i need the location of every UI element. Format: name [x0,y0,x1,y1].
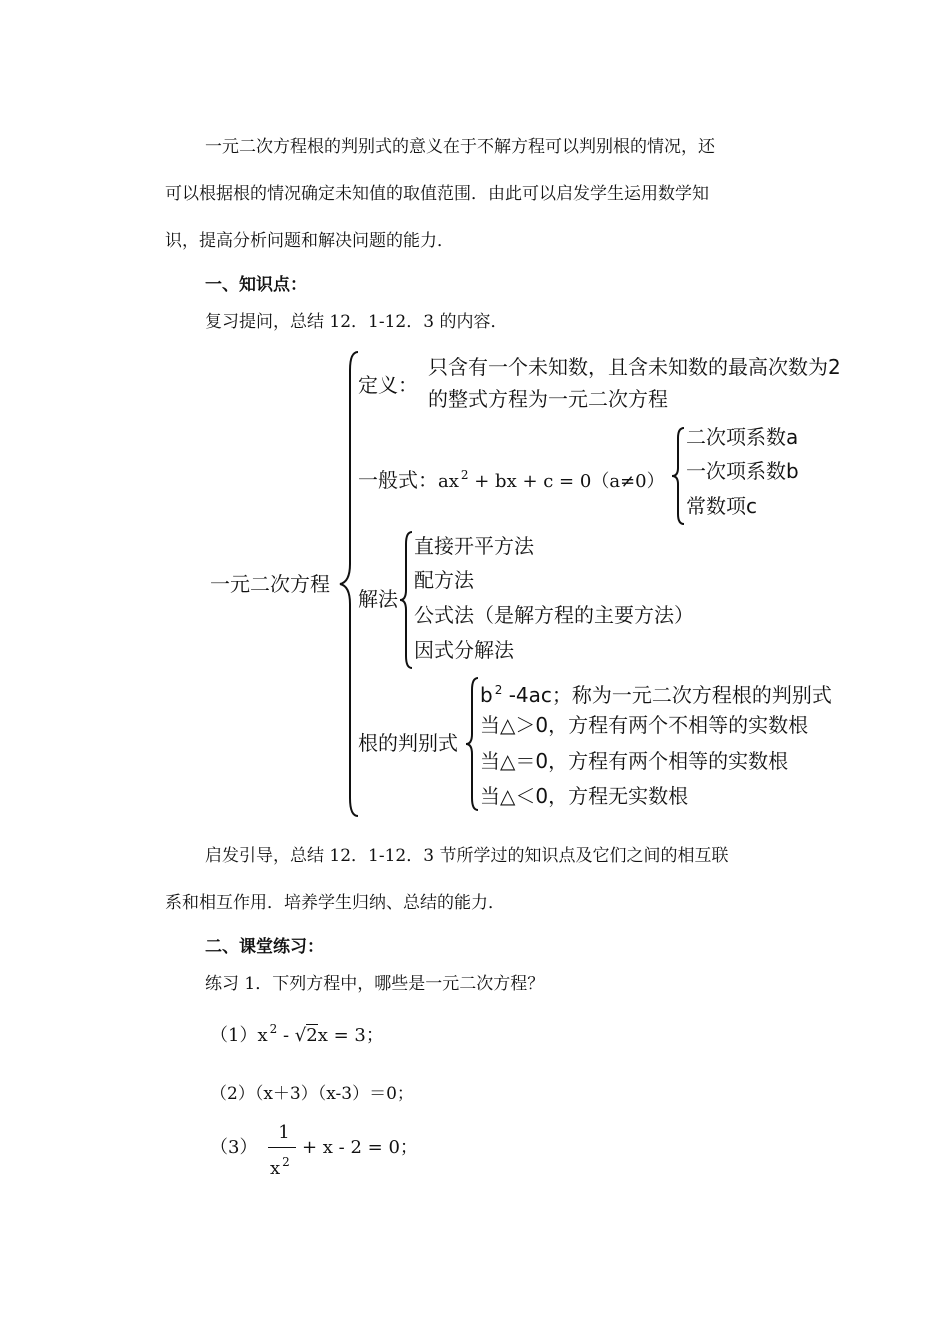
method-item-4: 因式分解法 [414,638,514,662]
methods-label: 解法 [358,587,398,611]
guide-line-1: 启发引导，总结 12．1-12．3 节所学过的知识点及它们之间的相互联 [205,846,729,866]
disc-rest: -4ac；称为一元二次方程根的判别式 [502,683,832,707]
guide-line-2: 系和相互作用．培养学生归纳、总结的能力． [165,893,505,913]
q3-rest: + x - 2 = 0； [302,1137,418,1158]
question-1 [210,1017,384,1048]
q3-numerator: 1 [278,1122,290,1143]
disc-sup: 2 [494,683,503,697]
discriminant-label: 根的判别式 [358,731,458,755]
discriminant-item-1 [480,677,832,708]
method-item-1: 直接开平方法 [414,534,534,558]
general-form-label [358,462,665,495]
method-item-2: 配方法 [414,568,474,592]
intro-line-2: 可以根据根的情况确定未知值的取值范围．由此可以启发学生运用数学知 [165,184,709,204]
q1-end: x = 3； [317,1025,384,1046]
q3-den-x: x [270,1158,281,1179]
coef-item-2: 一次项系数b [686,459,799,483]
definition-text-1: 只含有一个未知数，且含未知数的最高次数为2 [428,355,841,379]
exercise-prompt: 练习 1．下列方程中，哪些是一元二次方程？ [205,974,545,994]
general-form-label-text: 一般式： [358,468,438,492]
section2-heading: 二、课堂练习： [205,937,324,957]
definition-label: 定义： [358,373,418,397]
eq-sup: 2 [460,468,469,482]
q3-den-sup: 2 [282,1155,290,1169]
diagram-root-label: 一元二次方程 [210,572,330,596]
general-form-equation [438,468,665,492]
q3-fraction-bar [268,1147,296,1148]
discriminant-item-2: 当△＞0，方程有两个不相等的实数根 [480,713,809,737]
question-2: （2）（x＋3）（x-3）＝0； [210,1084,414,1104]
q3-denominator [270,1150,290,1181]
review-text: 复习提问，总结 12．1-12．3 的内容． [205,312,508,332]
q3-label: （3） [210,1137,258,1158]
coef-item-1: 二次项系数a [686,425,799,449]
method-item-3: 公式法（是解方程的主要方法） [414,603,694,627]
discriminant-item-3: 当△＝0，方程有两个相等的实数根 [480,749,789,773]
methods-brace [398,530,414,670]
intro-line-3: 识，提高分析问题和解决问题的能力． [165,231,454,251]
section1-heading: 一、知识点： [205,275,307,295]
general-brace [670,426,686,526]
q1-label: （1） [210,1025,258,1046]
eq-ax: ax [438,471,459,492]
q1-sup: 2 [269,1022,278,1036]
definition-text-2: 的整式方程为一元二次方程 [428,387,668,411]
discriminant-brace [464,676,480,812]
discriminant-item-4: 当△＜0，方程无实数根 [480,784,689,808]
disc-b: b [480,683,493,707]
intro-line-1: 一元二次方程根的判别式的意义在于不解方程可以判别根的情况，还 [205,137,715,157]
q1-radicand: 2 [306,1025,318,1046]
coef-item-3: 常数项c [686,494,757,518]
q1-x: x [257,1025,268,1046]
q1-sqrt: √2 [294,1025,318,1046]
eq-rest: + bx + c = 0（a≠0） [468,471,665,492]
q1-minus: - [277,1025,295,1046]
